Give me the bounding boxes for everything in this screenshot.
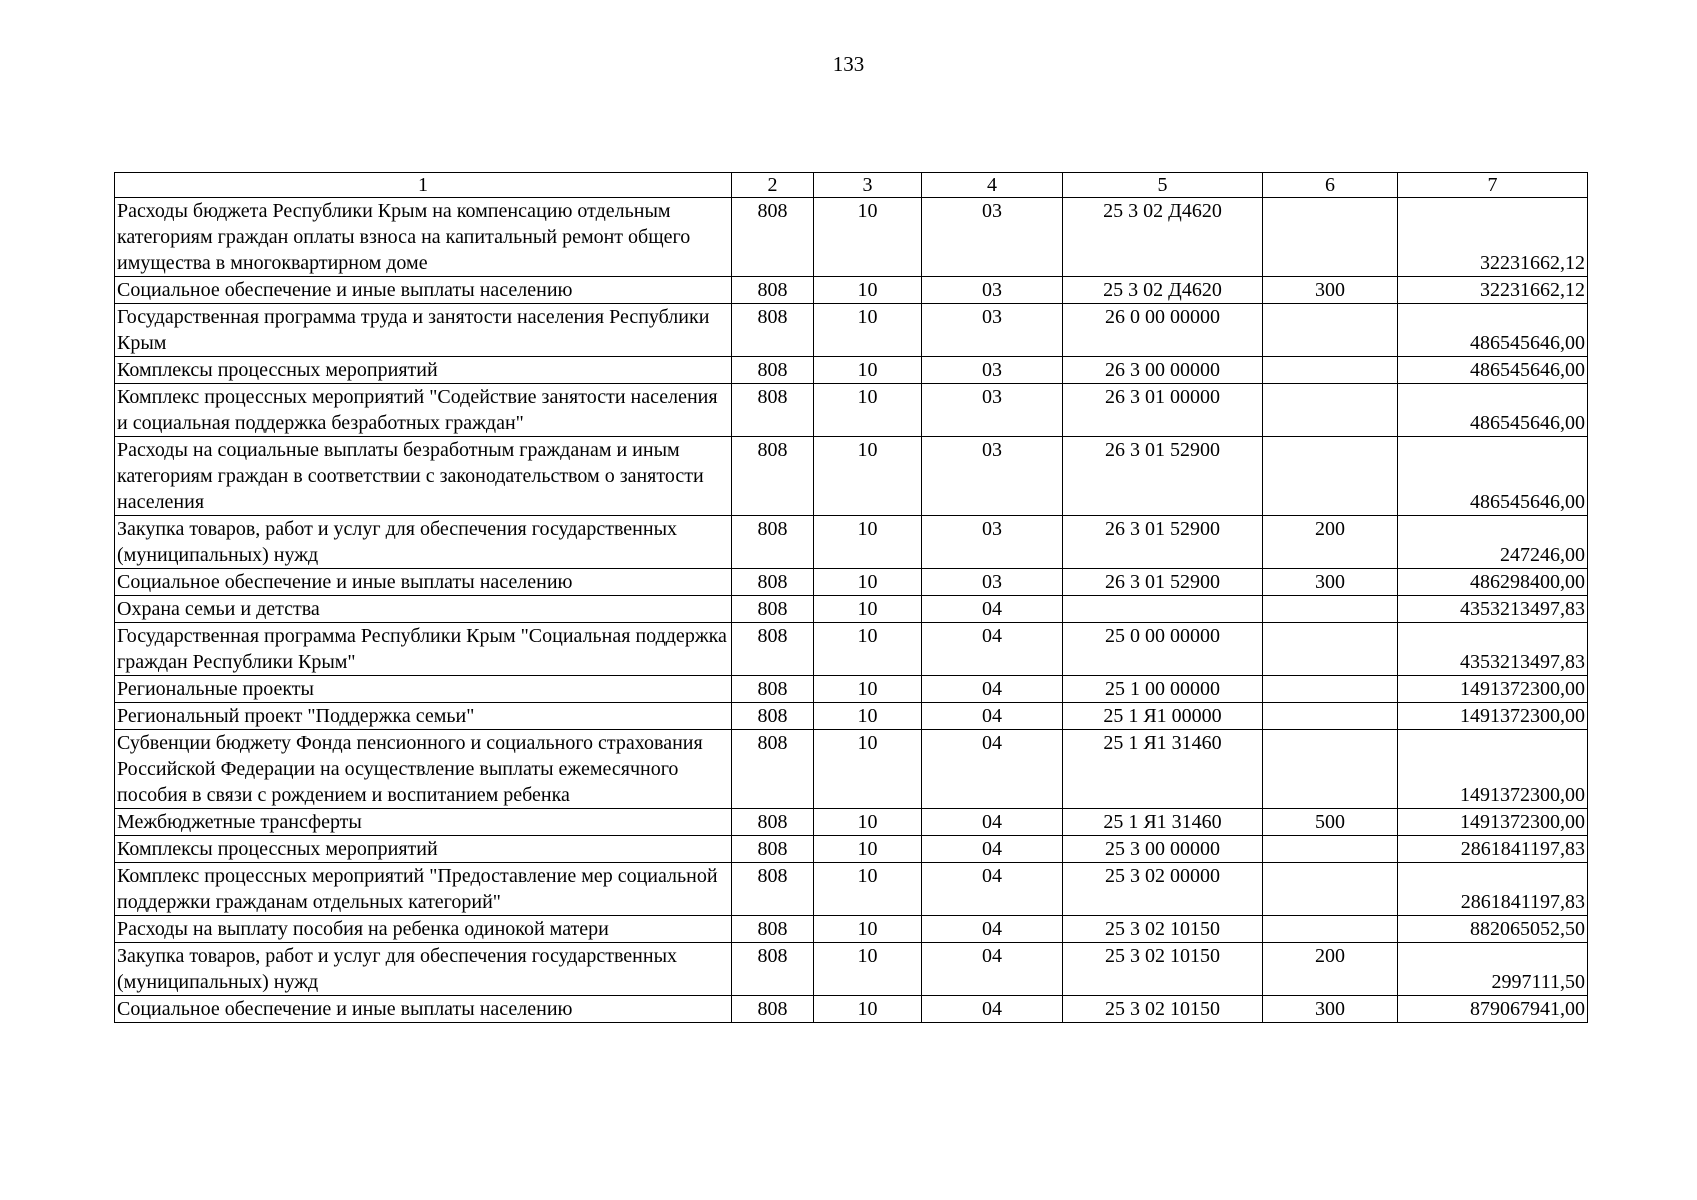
amount: 1491372300,00 [1398,730,1588,809]
section-code: 10 [814,676,922,703]
row-name: Региональные проекты [115,676,732,703]
admin-code: 808 [732,703,814,730]
table-row [115,516,1588,569]
amount: 2861841197,83 [1398,836,1588,863]
row-name: Комплексы процессных мероприятий [115,836,732,863]
expense-type-code [1263,676,1398,703]
section-code: 10 [814,623,922,676]
section-code: 10 [814,516,922,569]
admin-code: 808 [732,277,814,304]
subsection-code: 03 [922,357,1063,384]
target-article-code: 26 0 00 00000 [1063,304,1263,357]
row-name: Социальное обеспечение и иные выплаты населению [115,277,732,304]
column-header: 4 [922,173,1063,198]
subsection-code: 03 [922,198,1063,277]
expense-type-code [1263,384,1398,437]
subsection-code: 04 [922,730,1063,809]
admin-code: 808 [732,730,814,809]
amount: 1491372300,00 [1398,703,1588,730]
expense-type-code [1263,437,1398,516]
target-article-code: 25 3 02 10150 [1063,996,1263,1023]
subsection-code: 03 [922,304,1063,357]
expense-type-code [1263,863,1398,916]
table-row [115,198,1588,277]
target-article-code: 25 1 Я1 31460 [1063,730,1263,809]
admin-code: 808 [732,516,814,569]
section-code: 10 [814,703,922,730]
amount: 2997111,50 [1398,943,1588,996]
expense-type-code [1263,836,1398,863]
admin-code: 808 [732,809,814,836]
expense-type-code: 300 [1263,996,1398,1023]
admin-code: 808 [732,569,814,596]
subsection-code: 04 [922,676,1063,703]
target-article-code: 25 1 Я1 00000 [1063,703,1263,730]
table-row [115,863,1588,916]
section-code: 10 [814,596,922,623]
table-row [115,996,1588,1023]
subsection-code: 03 [922,384,1063,437]
subsection-code: 04 [922,809,1063,836]
table-row [115,943,1588,996]
row-name: Субвенции бюджету Фонда пенсионного и социального страхования Российской Федерации на осуществление выплаты ежемесячного пособия в связи с рождением и воспитанием ребенка [115,730,732,809]
table-row [115,809,1588,836]
amount: 486545646,00 [1398,437,1588,516]
table-row [115,836,1588,863]
admin-code: 808 [732,596,814,623]
subsection-code: 04 [922,863,1063,916]
row-name: Закупка товаров, работ и услуг для обеспечения государственных (муниципальных) нужд [115,516,732,569]
column-header: 1 [115,173,732,198]
subsection-code: 03 [922,277,1063,304]
table-row [115,623,1588,676]
row-name: Расходы на социальные выплаты безработным гражданам и иным категориям граждан в соответствии с законодательством о занятости населения [115,437,732,516]
target-article-code: 25 3 02 10150 [1063,916,1263,943]
amount: 882065052,50 [1398,916,1588,943]
amount: 4353213497,83 [1398,596,1588,623]
amount: 486298400,00 [1398,569,1588,596]
table-row [115,437,1588,516]
expense-type-code: 200 [1263,943,1398,996]
row-name: Социальное обеспечение и иные выплаты населению [115,996,732,1023]
expense-type-code: 300 [1263,277,1398,304]
expense-type-code [1263,703,1398,730]
section-code: 10 [814,916,922,943]
expense-type-code: 200 [1263,516,1398,569]
row-name: Комплекс процессных мероприятий "Предоставление мер социальной поддержки гражданам отдельных категорий" [115,863,732,916]
table-row [115,384,1588,437]
expense-type-code: 500 [1263,809,1398,836]
section-code: 10 [814,304,922,357]
column-header: 5 [1063,173,1263,198]
target-article-code: 25 3 00 00000 [1063,836,1263,863]
table-row [115,596,1588,623]
row-name: Социальное обеспечение и иные выплаты населению [115,569,732,596]
amount: 486545646,00 [1398,384,1588,437]
amount: 879067941,00 [1398,996,1588,1023]
target-article-code: 26 3 01 00000 [1063,384,1263,437]
subsection-code: 04 [922,703,1063,730]
amount: 486545646,00 [1398,357,1588,384]
expense-type-code [1263,623,1398,676]
target-article-code: 26 3 01 52900 [1063,516,1263,569]
section-code: 10 [814,384,922,437]
target-article-code: 25 1 00 00000 [1063,676,1263,703]
subsection-code: 03 [922,569,1063,596]
section-code: 10 [814,198,922,277]
section-code: 10 [814,277,922,304]
section-code: 10 [814,357,922,384]
column-header: 6 [1263,173,1398,198]
column-header: 7 [1398,173,1588,198]
amount: 2861841197,83 [1398,863,1588,916]
expense-type-code [1263,357,1398,384]
target-article-code: 25 3 02 Д4620 [1063,277,1263,304]
subsection-code: 03 [922,437,1063,516]
amount: 1491372300,00 [1398,676,1588,703]
amount: 1491372300,00 [1398,809,1588,836]
subsection-code: 04 [922,836,1063,863]
table-row [115,916,1588,943]
table-row [115,676,1588,703]
admin-code: 808 [732,198,814,277]
admin-code: 808 [732,676,814,703]
row-name: Расходы бюджета Республики Крым на компенсацию отдельным категориям граждан оплаты взноса на капитальный ремонт общего имущества в многоквартирном доме [115,198,732,277]
amount: 4353213497,83 [1398,623,1588,676]
amount: 32231662,12 [1398,277,1588,304]
admin-code: 808 [732,623,814,676]
section-code: 10 [814,836,922,863]
admin-code: 808 [732,943,814,996]
row-name: Межбюджетные трансферты [115,809,732,836]
target-article-code: 25 3 02 00000 [1063,863,1263,916]
admin-code: 808 [732,863,814,916]
target-article-code: 26 3 01 52900 [1063,569,1263,596]
section-code: 10 [814,569,922,596]
row-name: Расходы на выплату пособия на ребенка одинокой матери [115,916,732,943]
amount: 32231662,12 [1398,198,1588,277]
target-article-code: 26 3 00 00000 [1063,357,1263,384]
column-header: 3 [814,173,922,198]
subsection-code: 04 [922,596,1063,623]
subsection-code: 04 [922,996,1063,1023]
admin-code: 808 [732,357,814,384]
target-article-code: 25 0 00 00000 [1063,623,1263,676]
subsection-code: 04 [922,623,1063,676]
row-name: Региональный проект "Поддержка семьи" [115,703,732,730]
amount: 247246,00 [1398,516,1588,569]
table-row [115,277,1588,304]
page-number: 133 [832,52,865,76]
table-row [115,703,1588,730]
admin-code: 808 [732,437,814,516]
section-code: 10 [814,437,922,516]
admin-code: 808 [732,836,814,863]
table-row [115,730,1588,809]
table-row [115,569,1588,596]
section-code: 10 [814,996,922,1023]
subsection-code: 03 [922,516,1063,569]
amount: 486545646,00 [1398,304,1588,357]
section-code: 10 [814,863,922,916]
row-name: Комплексы процессных мероприятий [115,357,732,384]
expense-type-code [1263,730,1398,809]
table-row [115,304,1588,357]
section-code: 10 [814,943,922,996]
admin-code: 808 [732,384,814,437]
section-code: 10 [814,730,922,809]
expense-type-code: 300 [1263,569,1398,596]
section-code: 10 [814,809,922,836]
row-name: Охрана семьи и детства [115,596,732,623]
budget-table [114,172,1588,1023]
target-article-code: 25 3 02 Д4620 [1063,198,1263,277]
table-row [115,357,1588,384]
subsection-code: 04 [922,916,1063,943]
expense-type-code [1263,304,1398,357]
table-header-row [115,173,1588,198]
row-name: Государственная программа Республики Крым "Социальная поддержка граждан Республики Крым" [115,623,732,676]
expense-type-code [1263,198,1398,277]
expense-type-code [1263,596,1398,623]
admin-code: 808 [732,996,814,1023]
admin-code: 808 [732,304,814,357]
subsection-code: 04 [922,943,1063,996]
expense-type-code [1263,916,1398,943]
admin-code: 808 [732,916,814,943]
target-article-code: 25 1 Я1 31460 [1063,809,1263,836]
target-article-code [1063,596,1263,623]
column-header: 2 [732,173,814,198]
row-name: Закупка товаров, работ и услуг для обеспечения государственных (муниципальных) нужд [115,943,732,996]
target-article-code: 25 3 02 10150 [1063,943,1263,996]
target-article-code: 26 3 01 52900 [1063,437,1263,516]
row-name: Комплекс процессных мероприятий "Содействие занятости населения и социальная поддержка безработных граждан" [115,384,732,437]
row-name: Государственная программа труда и занятости населения Республики Крым [115,304,732,357]
